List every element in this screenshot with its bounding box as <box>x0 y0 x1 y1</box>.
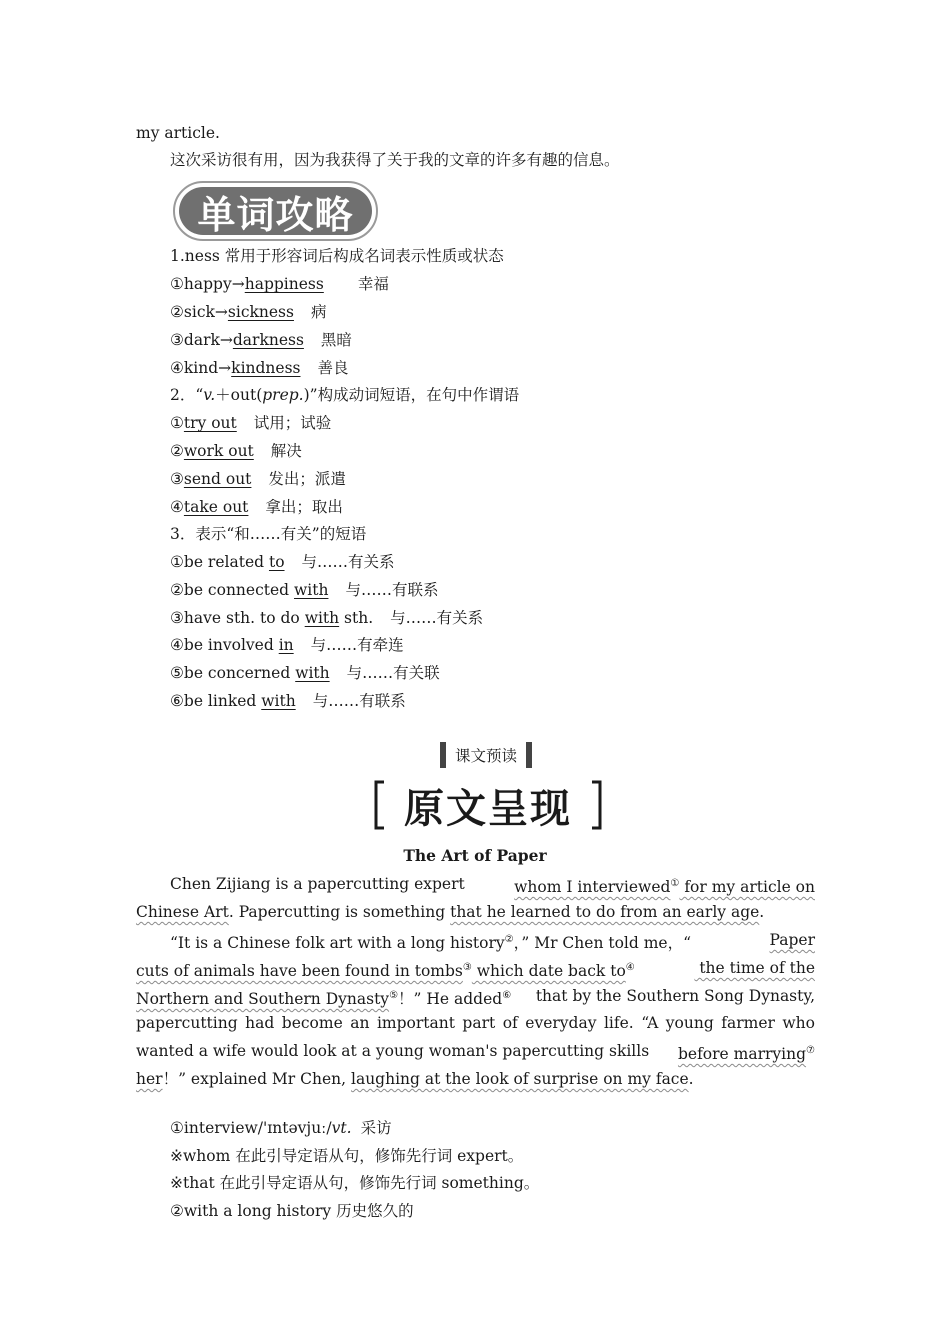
paragraph-line <box>136 874 815 897</box>
text-preview-label <box>440 742 532 768</box>
note-num: ① <box>170 1119 184 1137</box>
heading-part: ＋out( <box>215 386 263 404</box>
meaning: 病 <box>310 303 327 321</box>
meaning: 幸福 <box>357 275 389 293</box>
item-num: ① <box>170 275 184 293</box>
text-segment: . <box>759 903 765 921</box>
base-word: dark <box>183 331 220 349</box>
chinese-translation: 这次采访很有用，因为我获得了关于我的文章的许多有趣的信息。 <box>170 151 620 169</box>
phrase-pre: have sth. to do <box>183 609 305 627</box>
phrase-prep: with <box>304 609 340 627</box>
note-line: ②with a long history 历史悠久的 <box>170 1202 414 1220</box>
meaning: 与……有关联 <box>346 664 440 682</box>
text-segment: “It is a Chinese folk art with a long history <box>170 934 505 953</box>
item-num: ⑤ <box>170 664 184 682</box>
original-text-banner <box>372 779 604 831</box>
label-bar-left <box>440 742 446 768</box>
note-line: ※whom 在此引导定语从句，修饰先行词 expert。 <box>170 1147 524 1165</box>
phrase-prep: with <box>294 581 329 599</box>
item-num: ① <box>170 553 184 571</box>
item-num: ② <box>170 303 184 321</box>
meaning: 与……有联系 <box>345 581 439 599</box>
item-num: ④ <box>170 636 184 654</box>
note-word: interview/'ɪntəvjuː/ <box>183 1119 332 1137</box>
item-num: ③ <box>170 609 184 627</box>
note-marker: ④ <box>625 962 635 973</box>
phrase-pre: be concerned <box>183 664 296 682</box>
phrase-pre: be related <box>183 553 269 571</box>
arrow-icon: → <box>219 331 233 349</box>
paragraph-line <box>136 1069 694 1089</box>
meaning: 善良 <box>317 359 349 377</box>
arrow-icon: → <box>231 275 245 293</box>
highlighted-phrase: for my article on <box>679 878 815 897</box>
ness-item <box>170 358 349 378</box>
phrase: take out <box>183 498 249 516</box>
related-item <box>170 608 483 628</box>
highlighted-phrase: which date back to <box>471 962 626 981</box>
prep-abbr: prep. <box>262 386 304 404</box>
paragraph-line <box>136 958 815 981</box>
derived-word: darkness <box>232 331 304 349</box>
banner-title: 原文呈现 <box>404 785 572 832</box>
item-num: ④ <box>170 498 184 516</box>
article-title: The Art of Paper <box>403 846 547 865</box>
note-marker: ① <box>670 878 680 889</box>
text-segment: ，” Mr Chen told me，“ <box>513 934 692 953</box>
base-word: kind <box>183 359 219 377</box>
label-text: 课文预读 <box>455 747 518 765</box>
base-word: happy <box>183 275 232 293</box>
phrase-prep: with <box>295 664 330 682</box>
arrow-icon: → <box>218 359 232 377</box>
note-marker: ② <box>504 934 514 945</box>
phrase-prep: with <box>261 692 296 710</box>
text-segment: wanted a wife would look at a young woman's papercutting skills <box>136 1042 655 1060</box>
note-marker: ③ <box>462 962 472 973</box>
text-segment: ！” explained Mr Chen, <box>162 1070 351 1088</box>
item-num: ③ <box>170 470 184 488</box>
related-item <box>170 663 440 683</box>
phrase-prep: to <box>268 553 285 571</box>
meaning: 与……有联系 <box>312 692 406 710</box>
related-item <box>170 552 395 572</box>
arrow-icon: → <box>214 303 228 321</box>
highlighted-phrase: before marrying <box>677 1045 807 1064</box>
heading-part: )”构成动词短语，在句中作谓语 <box>303 386 520 404</box>
paragraph-line: papercutting had become an important part of everyday life. “A young farmer who <box>136 1014 815 1032</box>
highlighted-phrase: Chinese Art <box>136 903 229 921</box>
meaning: 与……有关系 <box>390 609 484 627</box>
note-meaning: 采访 <box>360 1119 392 1137</box>
note-line: ※that 在此引导定语从句，修饰先行词 something。 <box>170 1174 540 1192</box>
meaning: 发出；派遣 <box>268 470 346 488</box>
meaning: 黑暗 <box>320 331 352 349</box>
highlighted-phrase: the time of the <box>694 959 815 977</box>
text-segment: Chen Zijiang is a papercutting expert <box>170 875 470 893</box>
derived-word: happiness <box>244 275 324 293</box>
paragraph-line <box>136 902 764 922</box>
phrase: try out <box>183 414 237 432</box>
out-heading <box>170 385 519 405</box>
text-segment: ！” He added <box>398 990 503 1009</box>
out-item <box>170 441 302 461</box>
ness-item <box>170 274 389 294</box>
meaning: 试用；试验 <box>253 414 332 432</box>
ness-heading: 1.ness 常用于形容词后构成名词表示性质或状态 <box>170 247 504 265</box>
highlighted-phrase: her <box>136 1070 163 1088</box>
text-segment: . Papercutting is something <box>228 903 451 921</box>
phrase-post: sth. <box>339 609 374 627</box>
label-bar-right <box>526 742 532 768</box>
text-segment: . <box>688 1070 694 1088</box>
phrase-pre: be linked <box>183 692 262 710</box>
item-num: ② <box>170 442 184 460</box>
meaning: 与……有关系 <box>301 553 395 571</box>
highlighted-phrase: Northern and Southern Dynasty <box>136 990 390 1009</box>
phrase-pre: be involved <box>183 636 279 654</box>
related-item <box>170 635 404 655</box>
note-line <box>170 1118 392 1138</box>
note-pos: vt. <box>331 1119 352 1137</box>
meaning: 解决 <box>270 442 302 460</box>
note-marker: ⑥ <box>502 990 512 1001</box>
word-strategy-badge <box>172 180 379 242</box>
out-item <box>170 413 331 433</box>
item-num: ① <box>170 414 184 432</box>
ness-item <box>170 302 326 322</box>
highlighted-phrase: that he learned to do from an early age <box>450 903 760 921</box>
heading-part: 2．“ <box>170 386 204 404</box>
derived-word: sickness <box>227 303 294 321</box>
phrase: send out <box>183 470 252 488</box>
phrase: work out <box>183 442 254 460</box>
related-item <box>170 580 438 600</box>
text-segment: that by the Southern Song Dynasty, <box>530 987 815 1005</box>
paragraph-line <box>136 1041 815 1064</box>
article-tail-text: my article. <box>136 124 220 142</box>
highlighted-phrase: whom I interviewed <box>514 878 671 897</box>
item-num: ③ <box>170 331 184 349</box>
out-item <box>170 469 346 489</box>
item-num: ④ <box>170 359 184 377</box>
related-heading: 3．表示“和……有关”的短语 <box>170 525 367 543</box>
phrase-pre: be connected <box>183 581 295 599</box>
item-num: ⑥ <box>170 692 184 710</box>
note-marker: ⑦ <box>806 1045 815 1056</box>
related-item <box>170 691 406 711</box>
highlighted-phrase: laughing at the look of surprise on my face <box>351 1070 689 1088</box>
ness-item <box>170 330 352 350</box>
out-item <box>170 497 343 517</box>
paragraph-line <box>136 930 815 953</box>
meaning: 拿出；取出 <box>265 498 343 516</box>
phrase-prep: in <box>278 636 294 654</box>
verb-abbr: v. <box>203 386 216 404</box>
highlighted-phrase: Paper <box>769 931 815 949</box>
badge-label: 单词攻略 <box>197 192 354 237</box>
item-num: ② <box>170 581 184 599</box>
derived-word: kindness <box>231 359 301 377</box>
highlighted-phrase: cuts of animals have been found in tombs <box>136 962 463 981</box>
note-marker: ⑤ <box>389 990 399 1001</box>
meaning: 与……有牵连 <box>310 636 404 654</box>
paragraph-line <box>136 986 815 1009</box>
base-word: sick <box>183 303 215 321</box>
